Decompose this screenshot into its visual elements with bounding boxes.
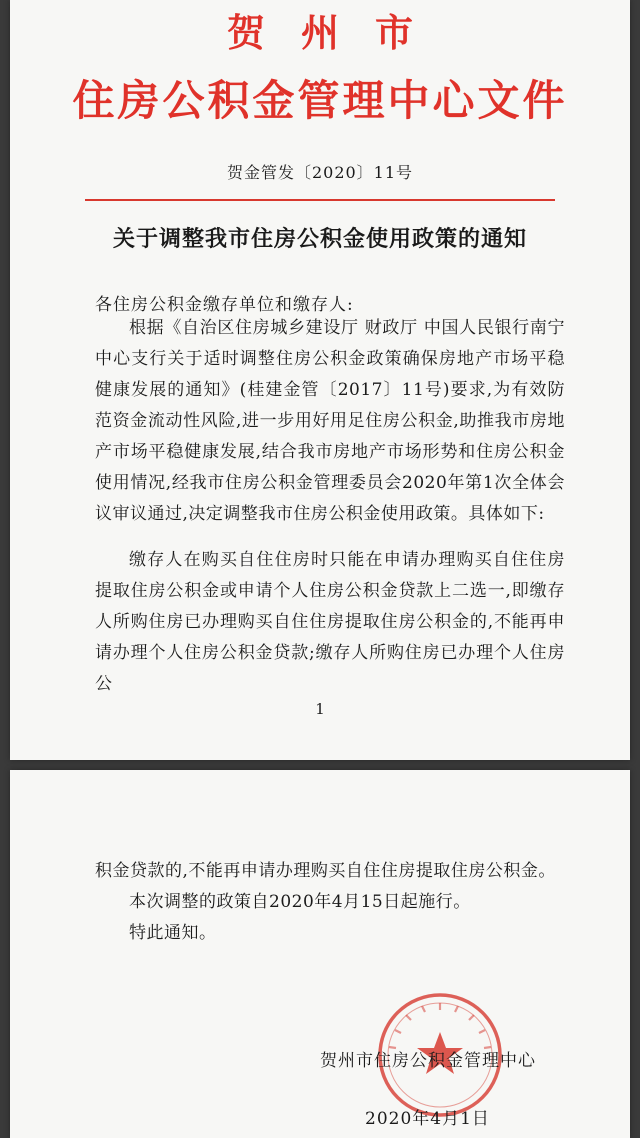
body-paragraph-continued: 积金贷款的,不能再申请办理购买自住住房提取住房公积金。 <box>95 861 556 881</box>
closing-paragraph: 特此通知。 <box>129 923 217 943</box>
signature-organization: 贺州市住房公积金管理中心 <box>320 1051 536 1071</box>
org-title: 住房公积金管理中心文件 <box>72 76 568 125</box>
document-page-1 <box>10 0 630 760</box>
page-number: 1 <box>315 700 325 718</box>
body-paragraph-2: 缴存人在购买自住住房时只能在申请办理购买自住住房提取住房公积金或申请个人住房公积金贷款上二选一,即缴存人所购住房已办理购买自住住房提取住房公积金的,不能再申请办理个人住房公积金贷款;缴存人所购住房已办理个人住房公 <box>95 550 565 694</box>
signature-date: 2020年4月1日 <box>365 1109 490 1129</box>
city-title: 贺州市 <box>226 10 449 55</box>
effective-date-paragraph: 本次调整的政策自2020年4月15日起施行。 <box>129 892 471 912</box>
document-page-2 <box>10 770 630 1138</box>
body-paragraph-1: 根据《自治区住房城乡建设厅 财政厅 中国人民银行南宁中心支行关于适时调整住房公积金政策确保房地产市场平稳健康发展的通知》(桂建金管〔2017〕11号)要求,为有效防范资金流动性风险,进一步用好用足住房公积金,助推我市房地产市场平稳健康发展,结合我市房地产市场形势和住房公积金使用情况,经我市住房公积金管理委员会2020年第1次全体会议审议通过,决定调整我市住房公积金使用政策。具体如下: <box>95 318 565 524</box>
notice-title: 关于调整我市住房公积金使用政策的通知 <box>112 226 527 252</box>
addressee: 各住房公积金缴存单位和缴存人: <box>95 295 354 315</box>
red-divider <box>85 199 555 201</box>
document-number: 贺金管发〔2020〕11号 <box>226 163 414 182</box>
